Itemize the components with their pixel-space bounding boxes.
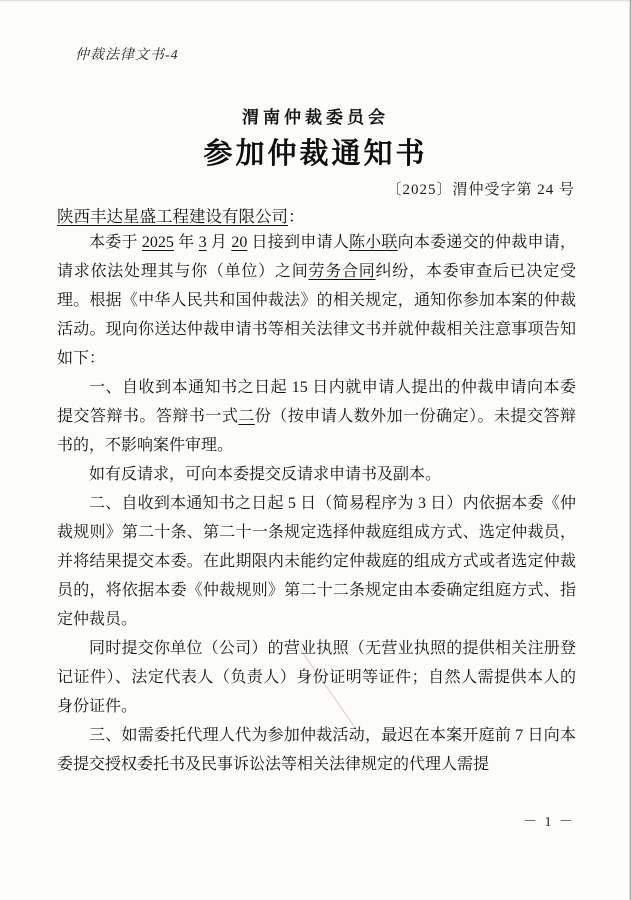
arbitration-commission-name: 渭南仲裁委员会 xyxy=(242,108,389,127)
scan-edge-top xyxy=(0,0,631,2)
filled-in-field: 劳务合同 xyxy=(308,263,376,280)
recipient-colon: ： xyxy=(288,207,305,226)
paragraph-text: 月 xyxy=(206,234,232,251)
paragraph-text: 同时提交你单位（公司）的营业执照（无营业执照的提供相关注册登记证件）、法定代表人（负责人）身份证明等证件；自然人需提供本人的身份证件。 xyxy=(57,640,576,715)
paragraph xyxy=(57,373,576,460)
body-paragraphs xyxy=(57,228,576,779)
paragraph-text: 份（按申请人数外加一份确定）。未提交答辩书的，不影响案件审理。 xyxy=(57,408,576,454)
filled-in-field: 陈小联 xyxy=(348,234,398,251)
doc-series-label: 仲裁法律文书-4 xyxy=(75,48,179,63)
page-number: － 1 － xyxy=(523,815,575,830)
recipient-line xyxy=(57,203,305,227)
paragraph xyxy=(57,489,576,634)
document-title: 参加仲裁通知书 xyxy=(203,138,428,170)
paragraph-text: 本委于 xyxy=(89,234,142,251)
paragraph-text: 纠纷，本委审查后已决定受理。根据《中华人民共和国仲裁法》的相关规定，通知你参加本案的仲裁活动。现向你送达仲裁申请书等相关法律文书并就仲裁相关注意事项告知如下： xyxy=(57,263,576,367)
filled-in-field: 2025 xyxy=(141,234,174,251)
paragraph xyxy=(57,228,576,373)
paragraph-text: 二、自收到本通知书之日起 5 日（简易程序为 3 日）内依据本委《仲裁规则》第二十条、第二十一条规定选择仲裁庭组成方式、选定仲裁员，并将结果提交本委。在此期限内未能约定仲裁庭的组成方式或者选定仲裁员的，将依据本委《仲裁规则》第二十二条规定由本委确定组庭方式、指定仲裁员。 xyxy=(57,495,576,628)
paragraph-text: 如有反请求，可向本委提交反请求申请书及副本。 xyxy=(89,466,442,483)
case-number: 〔2025〕渭仲受字第 24 号 xyxy=(386,182,575,198)
paragraph xyxy=(57,721,576,779)
paragraph xyxy=(57,460,576,489)
paragraph-text: 年 xyxy=(173,234,199,251)
paragraph-text: 三、如需委托代理人代为参加仲裁活动，最迟在本案开庭前 7 日向本委提交授权委托书及民事诉讼法等相关法律规定的代理人需提 xyxy=(57,727,576,773)
paragraph-text: 一、自收到本通知书之日起 15 日内就申请人提出的仲裁申请向本委提交答辩书。答辩书一式 xyxy=(57,379,576,425)
filled-in-field: 20 xyxy=(231,234,248,251)
filled-in-field: 二 xyxy=(238,408,255,425)
recipient-company-name: 陕西丰达星盛工程建设有限公司 xyxy=(57,207,288,226)
paragraph xyxy=(57,634,576,721)
paragraph-text: 日接到申请人 xyxy=(247,234,349,251)
paragraph-text: 向本委递交的仲裁申请，请求依法处理其与你（单位）之间 xyxy=(57,234,576,280)
filled-in-field: 3 xyxy=(198,234,207,251)
